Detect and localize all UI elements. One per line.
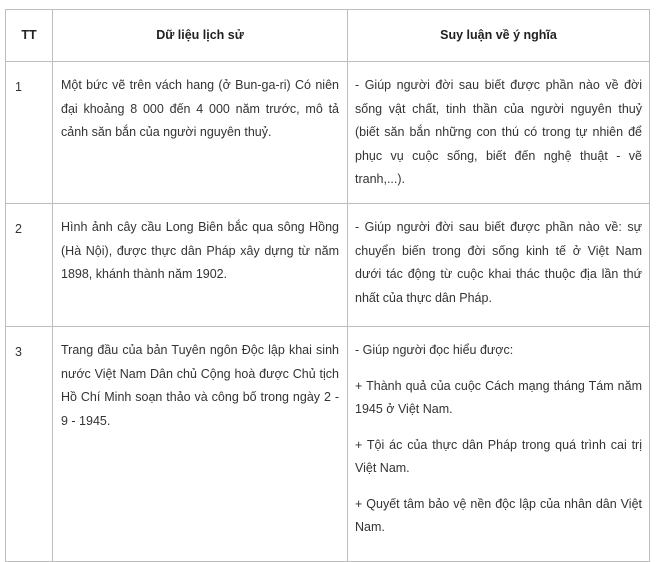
meaning-paragraph: - Giúp người đời sau biết được phần nào về: sự chuyển biến trong đời sống kinh tế ở Việt Nam dưới tác động từ cuộc khai thác thuộc địa lần thứ nhất của thực dân Pháp. bbox=[355, 220, 642, 305]
history-table bbox=[5, 9, 650, 562]
historical-data-cell: Một bức vẽ trên vách hang (ở Bun-ga-ri) Có niên đại khoảng 8 000 đến 4 000 năm trước, mô tả cảnh săn bắn của người nguyên thuỷ. bbox=[53, 62, 348, 204]
row-number: 1 bbox=[6, 62, 53, 204]
historical-data-cell: Trang đầu của bản Tuyên ngôn Độc lập khai sinh nước Việt Nam Dân chủ Cộng hoà được Chủ tịch Hồ Chí Minh soạn thảo và công bố trong ngày 2 - 9 - 1945. bbox=[53, 327, 348, 562]
header-tt: TT bbox=[6, 10, 53, 62]
meaning-paragraph: - Giúp người đời sau biết được phần nào về đời sống vật chất, tinh thần của người nguyên thuỷ (biết săn bắn những con thú có trong tự nhiên để phục vụ cuộc sống, biết đến nghệ thuật - vẽ tranh,...). bbox=[355, 78, 642, 186]
meaning-paragraph: + Quyết tâm bảo vệ nền độc lập của nhân dân Việt Nam. bbox=[355, 496, 642, 534]
meaning-paragraph: - Giúp người đọc hiểu được: bbox=[355, 343, 514, 357]
header-meaning: Suy luận về ý nghĩa bbox=[348, 10, 650, 62]
table-row bbox=[6, 62, 650, 204]
table-row bbox=[6, 327, 650, 562]
meaning-cell bbox=[348, 204, 650, 327]
meaning-cell bbox=[348, 327, 650, 562]
meaning-cell bbox=[348, 62, 650, 204]
history-table-container bbox=[5, 9, 649, 562]
row-number: 3 bbox=[6, 327, 53, 562]
table-row bbox=[6, 204, 650, 327]
row-number: 2 bbox=[6, 204, 53, 327]
meaning-paragraph: + Thành quả của cuộc Cách mạng tháng Tám năm 1945 ở Việt Nam. bbox=[355, 378, 642, 416]
meaning-paragraph: + Tội ác của thực dân Pháp trong quá trình cai trị Việt Nam. bbox=[355, 437, 642, 475]
historical-data-cell: Hình ảnh cây cầu Long Biên bắc qua sông Hồng (Hà Nội), được thực dân Pháp xây dựng từ năm 1898, khánh thành năm 1902. bbox=[53, 204, 348, 327]
table-header-row bbox=[6, 10, 650, 62]
header-historical-data: Dữ liệu lịch sử bbox=[53, 10, 348, 62]
